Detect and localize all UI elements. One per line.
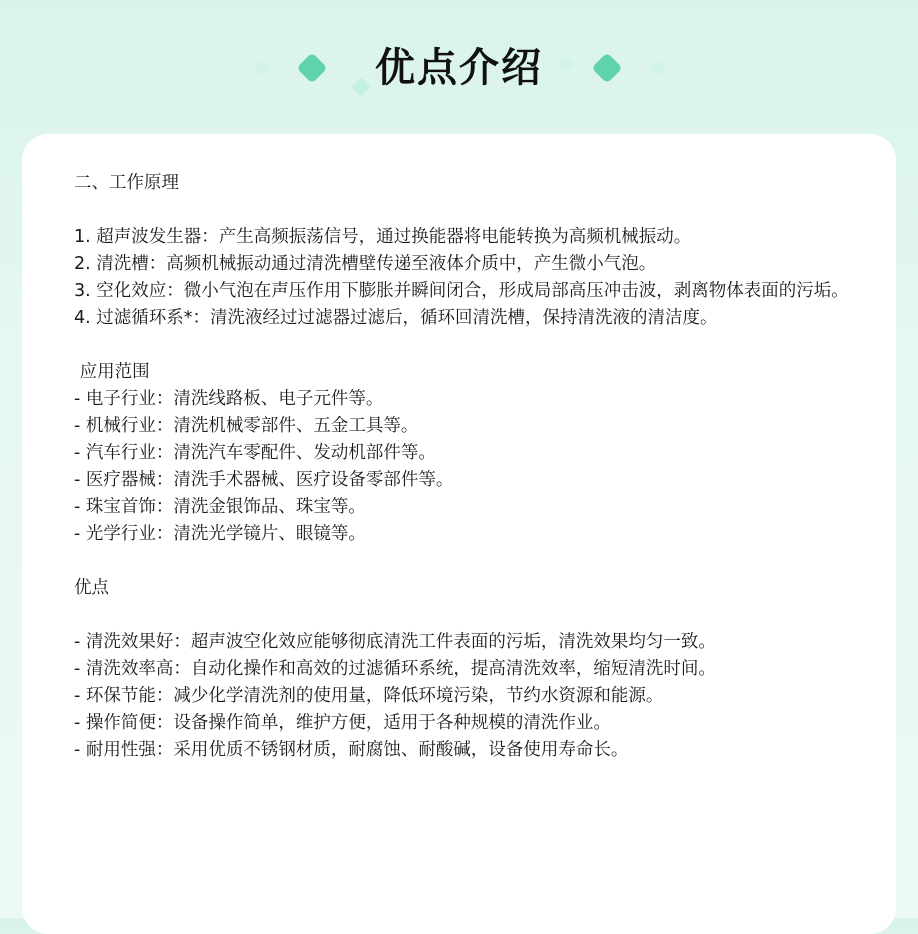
application-item: - 光学行业：清洗光学镜片、眼镜等。 (74, 524, 366, 544)
principle-item: 4. 过滤循环系*：清洗液经过过滤器过滤后，循环回清洗槽，保持清洗液的清洁度。 (74, 308, 718, 328)
section-heading-advantages: 优点 (74, 578, 109, 598)
principle-item: 2. 清洗槽：高频机械振动通过清洗槽壁传递至液体介质中，产生微小气泡。 (74, 254, 657, 274)
application-item: - 医疗器械：清洗手术器械、医疗设备零部件等。 (74, 470, 454, 490)
principle-item: 3. 空化效应：微小气泡在声压作用下膨胀并瞬间闭合，形成局部高压冲击波，剥离物体表面的污垢。 (74, 281, 849, 301)
advantage-item: - 清洗效果好：超声波空化效应能够彻底清洗工件表面的污垢，清洗效果均匀一致。 (74, 632, 716, 652)
principle-item: 1. 超声波发生器：产生高频振荡信号，通过换能器将电能转换为高频机械振动。 (74, 227, 692, 247)
advantage-item: - 操作简便：设备操作简单，维护方便，适用于各种规模的清洗作业。 (74, 713, 611, 733)
section-heading-principle: 二、工作原理 (74, 173, 179, 193)
header-banner (0, 0, 918, 140)
page-title: 优点介绍 (375, 45, 543, 91)
advantage-item: - 清洗效率高：自动化操作和高效的过滤循环系统，提高清洗效率，缩短清洗时间。 (74, 659, 716, 679)
application-item: - 电子行业：清洗线路板、电子元件等。 (74, 389, 384, 409)
section-heading-applications: 应用范围 (74, 362, 150, 382)
advantage-item: - 环保节能：减少化学清洗剂的使用量，降低环境污染，节约水资源和能源。 (74, 686, 664, 706)
application-item: - 珠宝首饰：清洗金银饰品、珠宝等。 (74, 497, 366, 517)
advantage-item: - 耐用性强：采用优质不锈钢材质，耐腐蚀、耐酸碱，设备使用寿命长。 (74, 740, 629, 760)
article-body (74, 170, 874, 764)
application-item: - 汽车行业：清洗汽车零配件、发动机部件等。 (74, 443, 436, 463)
application-item: - 机械行业：清洗机械零部件、五金工具等。 (74, 416, 419, 436)
